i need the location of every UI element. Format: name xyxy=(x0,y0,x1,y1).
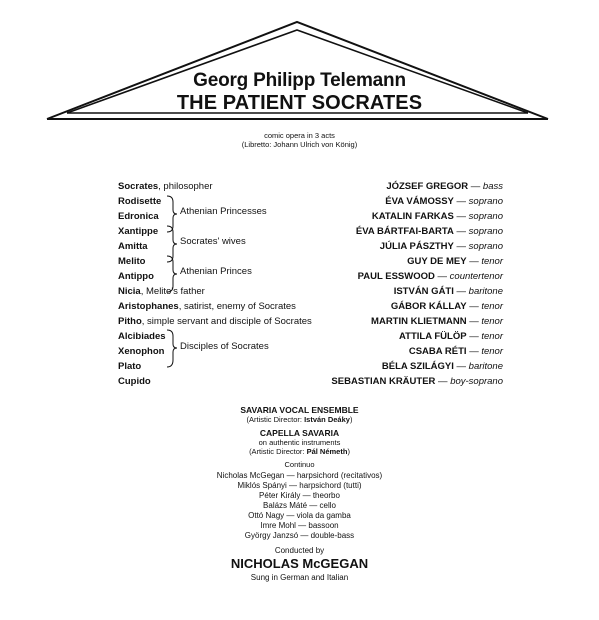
continuo-player: Ottó Nagy — viola da gamba xyxy=(248,511,351,520)
role-row: Socrates, philosopher xyxy=(118,181,213,192)
continuo-player: Miklós Spányi — harpsichord (tutti) xyxy=(237,481,362,490)
role-row: Melito xyxy=(118,256,146,267)
singer-row: GUY DE MEY — tenor xyxy=(407,256,503,267)
language-note: Sung in German and Italian xyxy=(250,573,349,582)
role-row: Rodisette xyxy=(118,196,162,207)
singer-row: MARTIN KLIETMANN — tenor xyxy=(371,316,503,327)
role-row: Pitho, simple servant and disciple of Socrates xyxy=(118,316,312,327)
orchestra-name: CAPELLA SAVARIA xyxy=(259,428,340,438)
singer-row: JÓZSEF GREGOR — bass xyxy=(386,181,503,192)
conducted-by-label: Conducted by xyxy=(274,546,325,555)
group-label: Athenian Princesses xyxy=(180,206,267,217)
singer-row: ÉVA BÁRTFAI-BARTA — soprano xyxy=(355,226,503,237)
role-row: Alcibiades xyxy=(118,331,166,342)
singer-row: SEBASTIAN KRÄUTER — boy-soprano xyxy=(331,376,503,387)
role-row: Cupido xyxy=(118,376,151,387)
role-row: Amitta xyxy=(118,241,148,252)
singer-row: BÉLA SZILÁGYI — baritone xyxy=(381,361,503,372)
singer-row: JÚLIA PÁSZTHY — soprano xyxy=(379,241,503,252)
singer-row: ÉVA VÁMOSSY — soprano xyxy=(385,196,503,207)
role-row: Aristophanes, satirist, enemy of Socrates xyxy=(118,301,296,312)
role-row: Xantippe xyxy=(118,226,159,237)
continuo-title: Continuo xyxy=(284,460,315,469)
singer-row: PAUL ESSWOOD — countertenor xyxy=(357,271,503,282)
role-row: Edronica xyxy=(118,211,159,222)
brace-disciples xyxy=(167,330,177,367)
group-label: Athenian Princes xyxy=(180,266,252,277)
orchestra-director: (Artistic Director: Pál Németh) xyxy=(249,447,350,456)
singer-row: KATALIN FARKAS — soprano xyxy=(371,211,503,222)
composer-name: Georg Philipp Telemann xyxy=(193,70,406,91)
vocal-ensemble-director: (Artistic Director: István Deáky) xyxy=(246,415,353,424)
libretto-line: (Libretto: Johann Ulrich von König) xyxy=(241,140,358,149)
work-title: THE PATIENT SOCRATES xyxy=(176,92,423,114)
continuo-player: Péter Király — theorbo xyxy=(259,491,340,500)
role-row: Antippo xyxy=(118,271,154,282)
role-row: Nicia, Melito's father xyxy=(118,286,205,297)
singer-row: ISTVÁN GÁTI — baritone xyxy=(393,286,503,297)
role-row: Xenophon xyxy=(118,346,165,357)
group-label: Socrates' wives xyxy=(180,236,246,247)
genre-line: comic opera in 3 acts xyxy=(264,131,335,140)
continuo-player: Imre Mohl — bassoon xyxy=(260,521,339,530)
orchestra-subtitle: on authentic instruments xyxy=(258,438,341,447)
singer-row: GÁBOR KÁLLAY — tenor xyxy=(390,301,503,312)
singer-row: ATTILA FÜLÖP — tenor xyxy=(399,331,503,342)
vocal-ensemble-name: SAVARIA VOCAL ENSEMBLE xyxy=(240,405,359,415)
continuo-player: Balázs Máté — cello xyxy=(263,501,336,510)
group-label: Disciples of Socrates xyxy=(180,341,269,352)
group-braces xyxy=(165,190,179,380)
role-row: Plato xyxy=(118,361,142,372)
continuo-player: Nicholas McGegan — harpsichord (recitativos) xyxy=(216,471,383,480)
singer-row: CSABA RÉTI — tenor xyxy=(408,346,503,357)
conductor-name: NICHOLAS McGEGAN xyxy=(230,556,369,571)
continuo-player: György Janzsó — double-bass xyxy=(244,531,355,540)
